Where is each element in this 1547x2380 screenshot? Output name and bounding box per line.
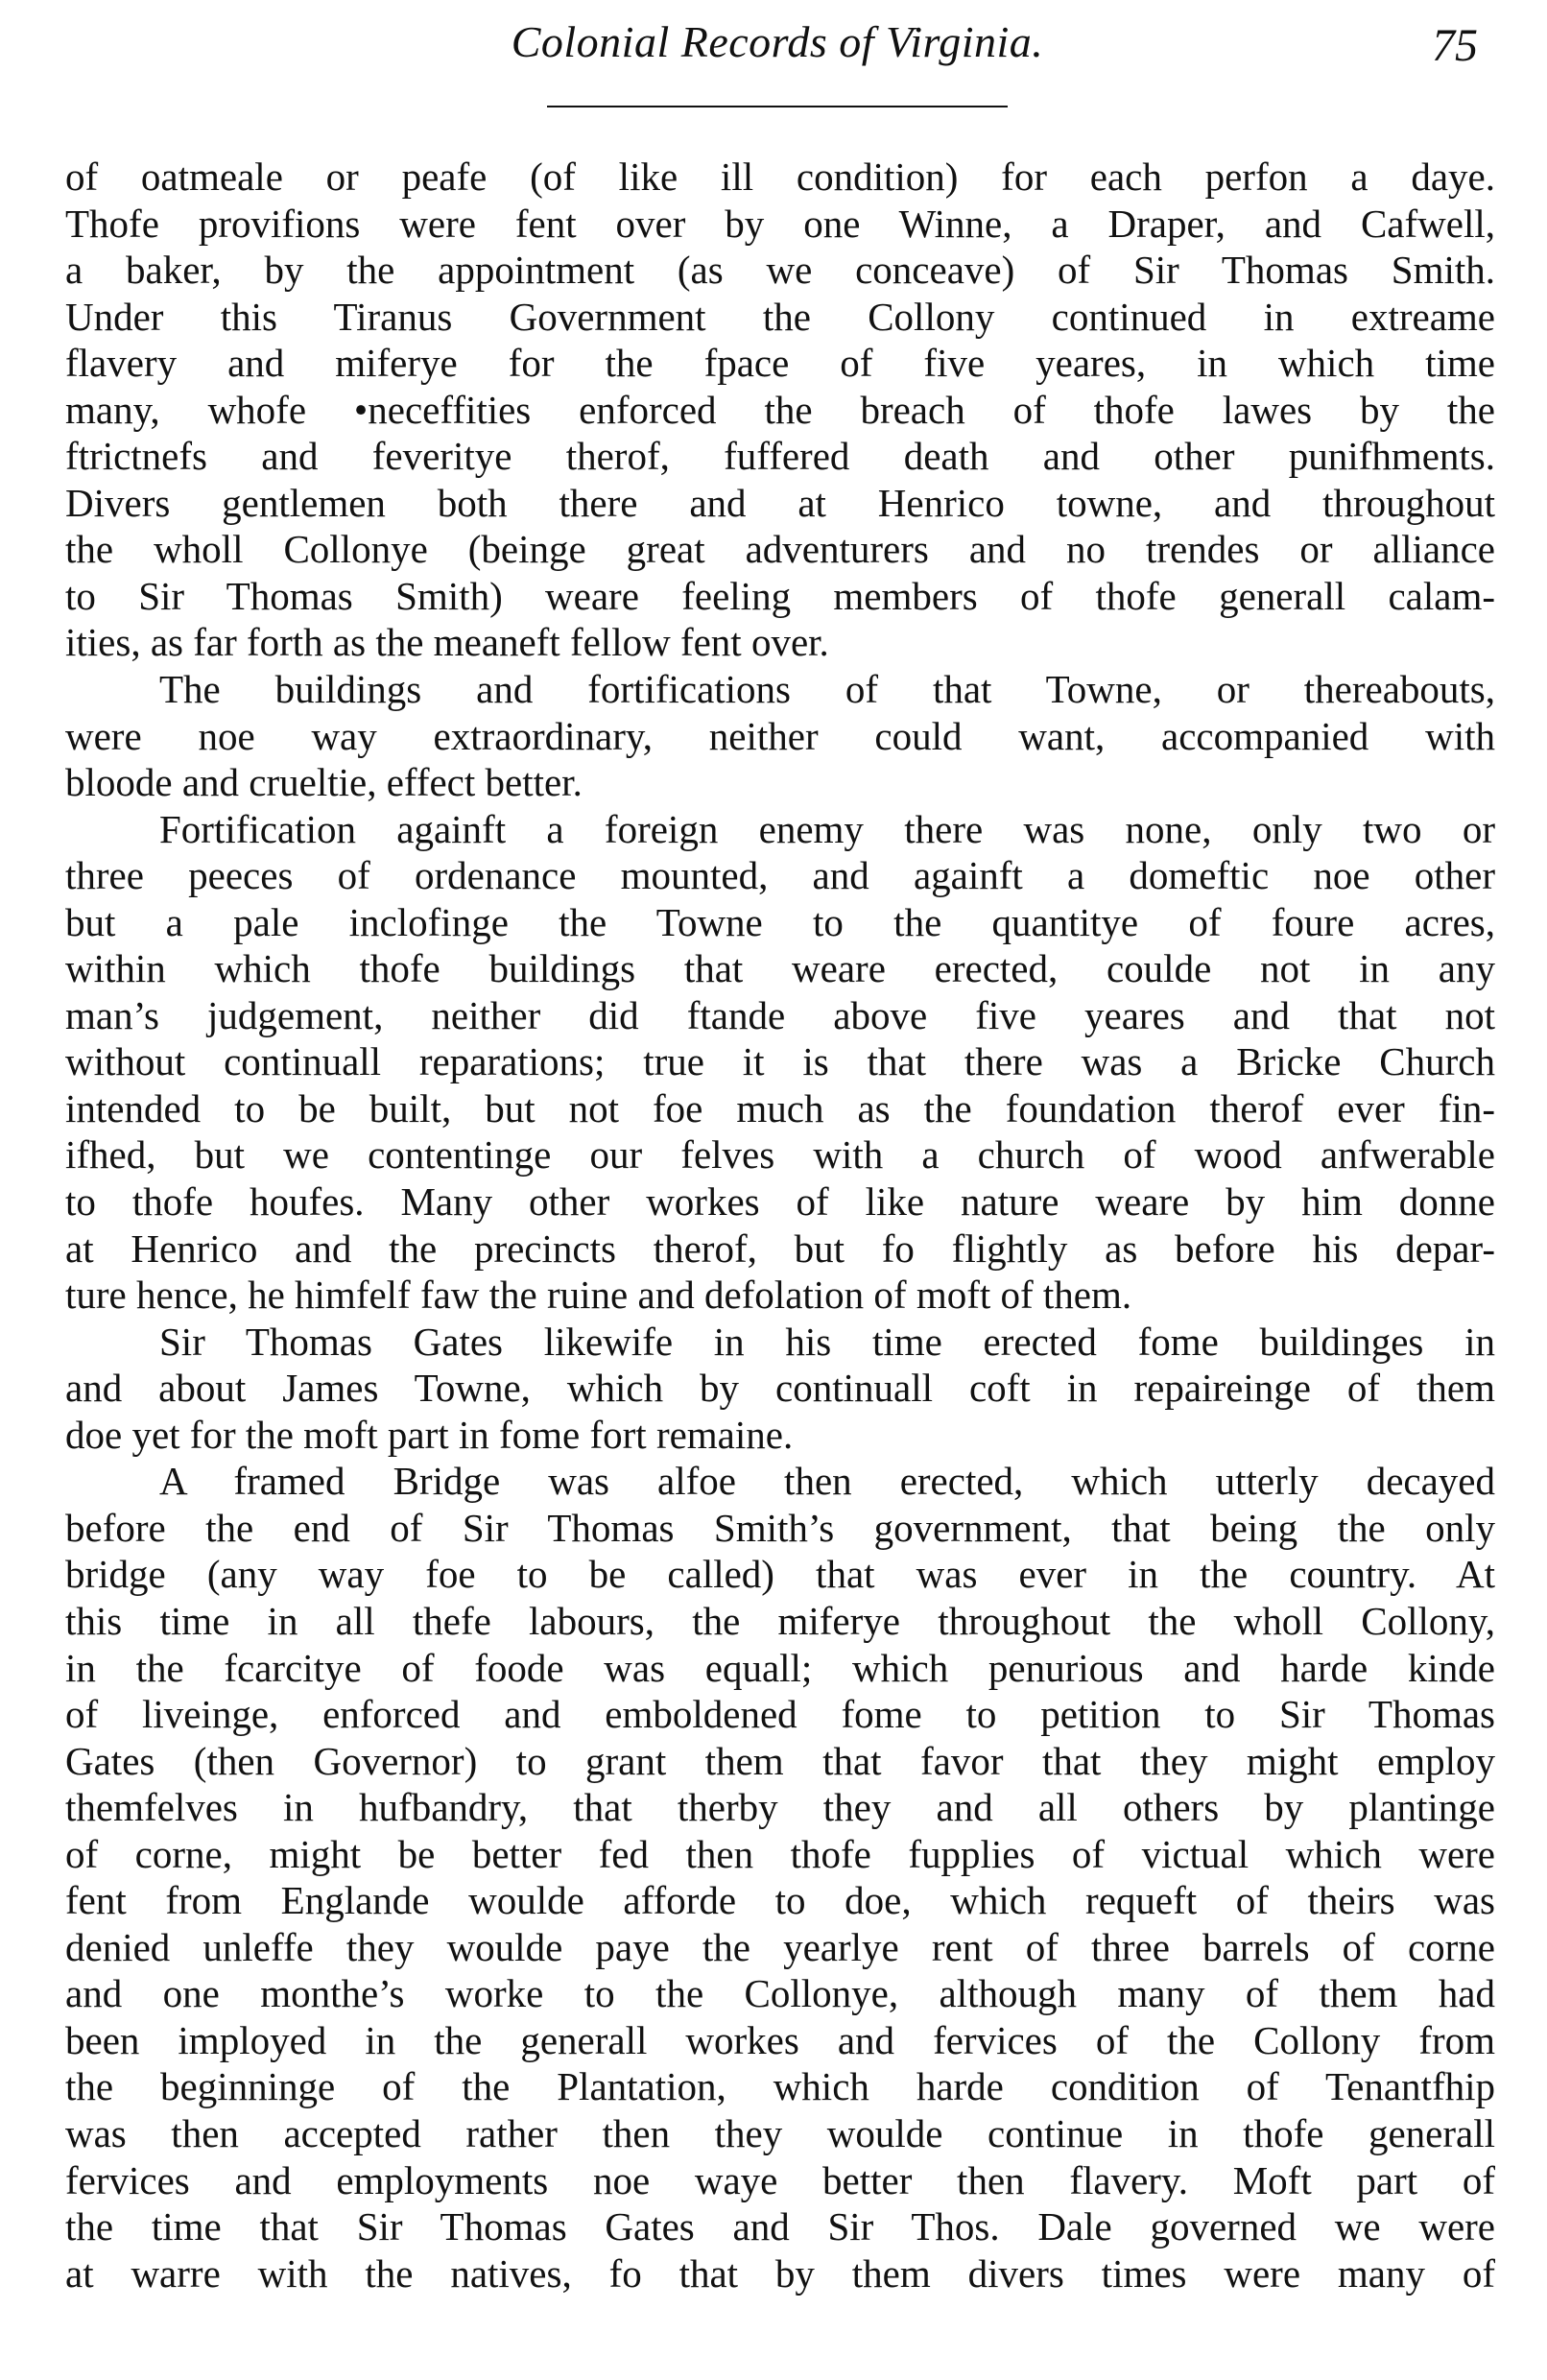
running-title: Colonial Records of Virginia.: [511, 17, 1044, 66]
body-text: [65, 154, 1495, 2297]
text-line: and one monthe’s worke to the Collonye, although many of them had: [65, 1971, 1495, 2016]
text-line: been imployed in the generall workes and fervices of the Collony from: [65, 2017, 1495, 2062]
text-line: ifhed, but we contentinge our felves with a church of wood anfwerable: [65, 1132, 1495, 1178]
text-line: the beginninge of the Plantation, which harde condition of Tenantfhip: [65, 2064, 1495, 2109]
text-line: Divers gentlemen both there and at Henrico towne, and throughout: [65, 480, 1495, 525]
paragraph-start-line: Fortification againft a foreign enemy there was none, only two or: [159, 806, 1495, 851]
text-line: of corne, might be better fed then thofe fupplies of victual which were: [65, 1831, 1495, 1876]
text-line: at Henrico and the precincts therof, but fo flightly as before his depar-: [65, 1226, 1495, 1271]
text-line: the wholl Collonye (beinge great adventurers and no trendes or alliance: [65, 527, 1495, 572]
text-line: without continuall reparations; true it is that there was a Bricke Church: [65, 1039, 1495, 1084]
text-line: fent from Englande woulde afforde to doe, which requeft of theirs was: [65, 1878, 1495, 1923]
text-line: flavery and miferye for the fpace of five yeares, in which time: [65, 341, 1495, 386]
text-line: denied unleffe they woulde paye the yearlye rent of three barrels of corne: [65, 1924, 1495, 1969]
text-line: of liveinge, enforced and emboldened fome to petition to Sir Thomas: [65, 1692, 1495, 1737]
page-number: 75: [1432, 20, 1478, 71]
text-line: before the end of Sir Thomas Smith’s government, that being the only: [65, 1505, 1495, 1550]
text-line: the time that Sir Thomas Gates and Sir Thos. Dale governed we were: [65, 2204, 1495, 2249]
text-line: was then accepted rather then they woulde continue in thofe generall: [65, 2110, 1495, 2155]
text-line: three peeces of ordenance mounted, and againft a domeftic noe other: [65, 853, 1495, 898]
text-line: intended to be built, but not foe much as the foundation therof ever fin-: [65, 1085, 1495, 1130]
text-line: within which thofe buildings that weare erected, coulde not in any: [65, 946, 1495, 991]
text-line: this time in all thefe labours, the miferye throughout the wholl Collony,: [65, 1598, 1495, 1643]
text-line: a baker, by the appointment (as we conceave) of Sir Thomas Smith.: [65, 248, 1495, 293]
paragraph-start-line: A framed Bridge was alfoe then erected, which utterly decayed: [159, 1459, 1495, 1504]
text-line: many, whofe •neceffities enforced the breach of thofe lawes by the: [65, 387, 1495, 432]
running-head: [67, 13, 1488, 71]
text-line: of oatmeale or peafe (of like ill condition) for each perfon a daye.: [65, 155, 1495, 199]
text-line: doe yet for the moft part in fome fort remaine.: [65, 1412, 794, 1457]
text-line: ture hence, he himfelf faw the ruine and defolation of moft of them.: [65, 1273, 1132, 1318]
text-line: bloode and crueltie, effect better.: [65, 760, 583, 805]
text-line: and about James Towne, which by continuall coft in repaireinge of them: [65, 1366, 1495, 1411]
paragraph-start-line: Sir Thomas Gates likewife in his time erected fome buildinges in: [159, 1319, 1495, 1364]
text-line: fervices and employments noe waye better then flavery. Moft part of: [65, 2157, 1495, 2202]
text-line: to Sir Thomas Smith) weare feeling members of thofe generall calam-: [65, 573, 1495, 618]
text-line: bridge (any way foe to be called) that was ever in the country. At: [65, 1552, 1495, 1597]
text-line: to thofe houfes. Many other workes of like nature weare by him donne: [65, 1179, 1495, 1225]
text-line: ities, as far forth as the meaneft fellow fent over.: [65, 620, 829, 665]
text-line: ftrictnefs and feveritye therof, fuffered death and other punifhments.: [65, 434, 1495, 479]
text-line: man’s judgement, neither did ftande above five yeares and that not: [65, 992, 1495, 1037]
paragraph-start-line: The buildings and fortifications of that Towne, or thereabouts,: [159, 667, 1495, 712]
text-line: themfelves in hufbandry, that therby they and all others by plantinge: [65, 1785, 1495, 1830]
text-line: in the fcarcitye of foode was equall; which penurious and harde kinde: [65, 1645, 1495, 1690]
text-line: at warre with the natives, fo that by them divers times were many of: [65, 2250, 1495, 2296]
header-rule: [547, 106, 1008, 107]
text-line: were noe way extraordinary, neither could want, accompanied with: [65, 713, 1495, 758]
text-line: Thofe provifions were fent over by one Winne, a Draper, and Cafwell,: [65, 201, 1495, 246]
text-line: Under this Tiranus Government the Collony continued in extreame: [65, 294, 1495, 339]
text-line: Gates (then Governor) to grant them that favor that they might employ: [65, 1738, 1495, 1783]
text-line: but a pale inclofinge the Towne to the quantitye of foure acres,: [65, 899, 1495, 944]
